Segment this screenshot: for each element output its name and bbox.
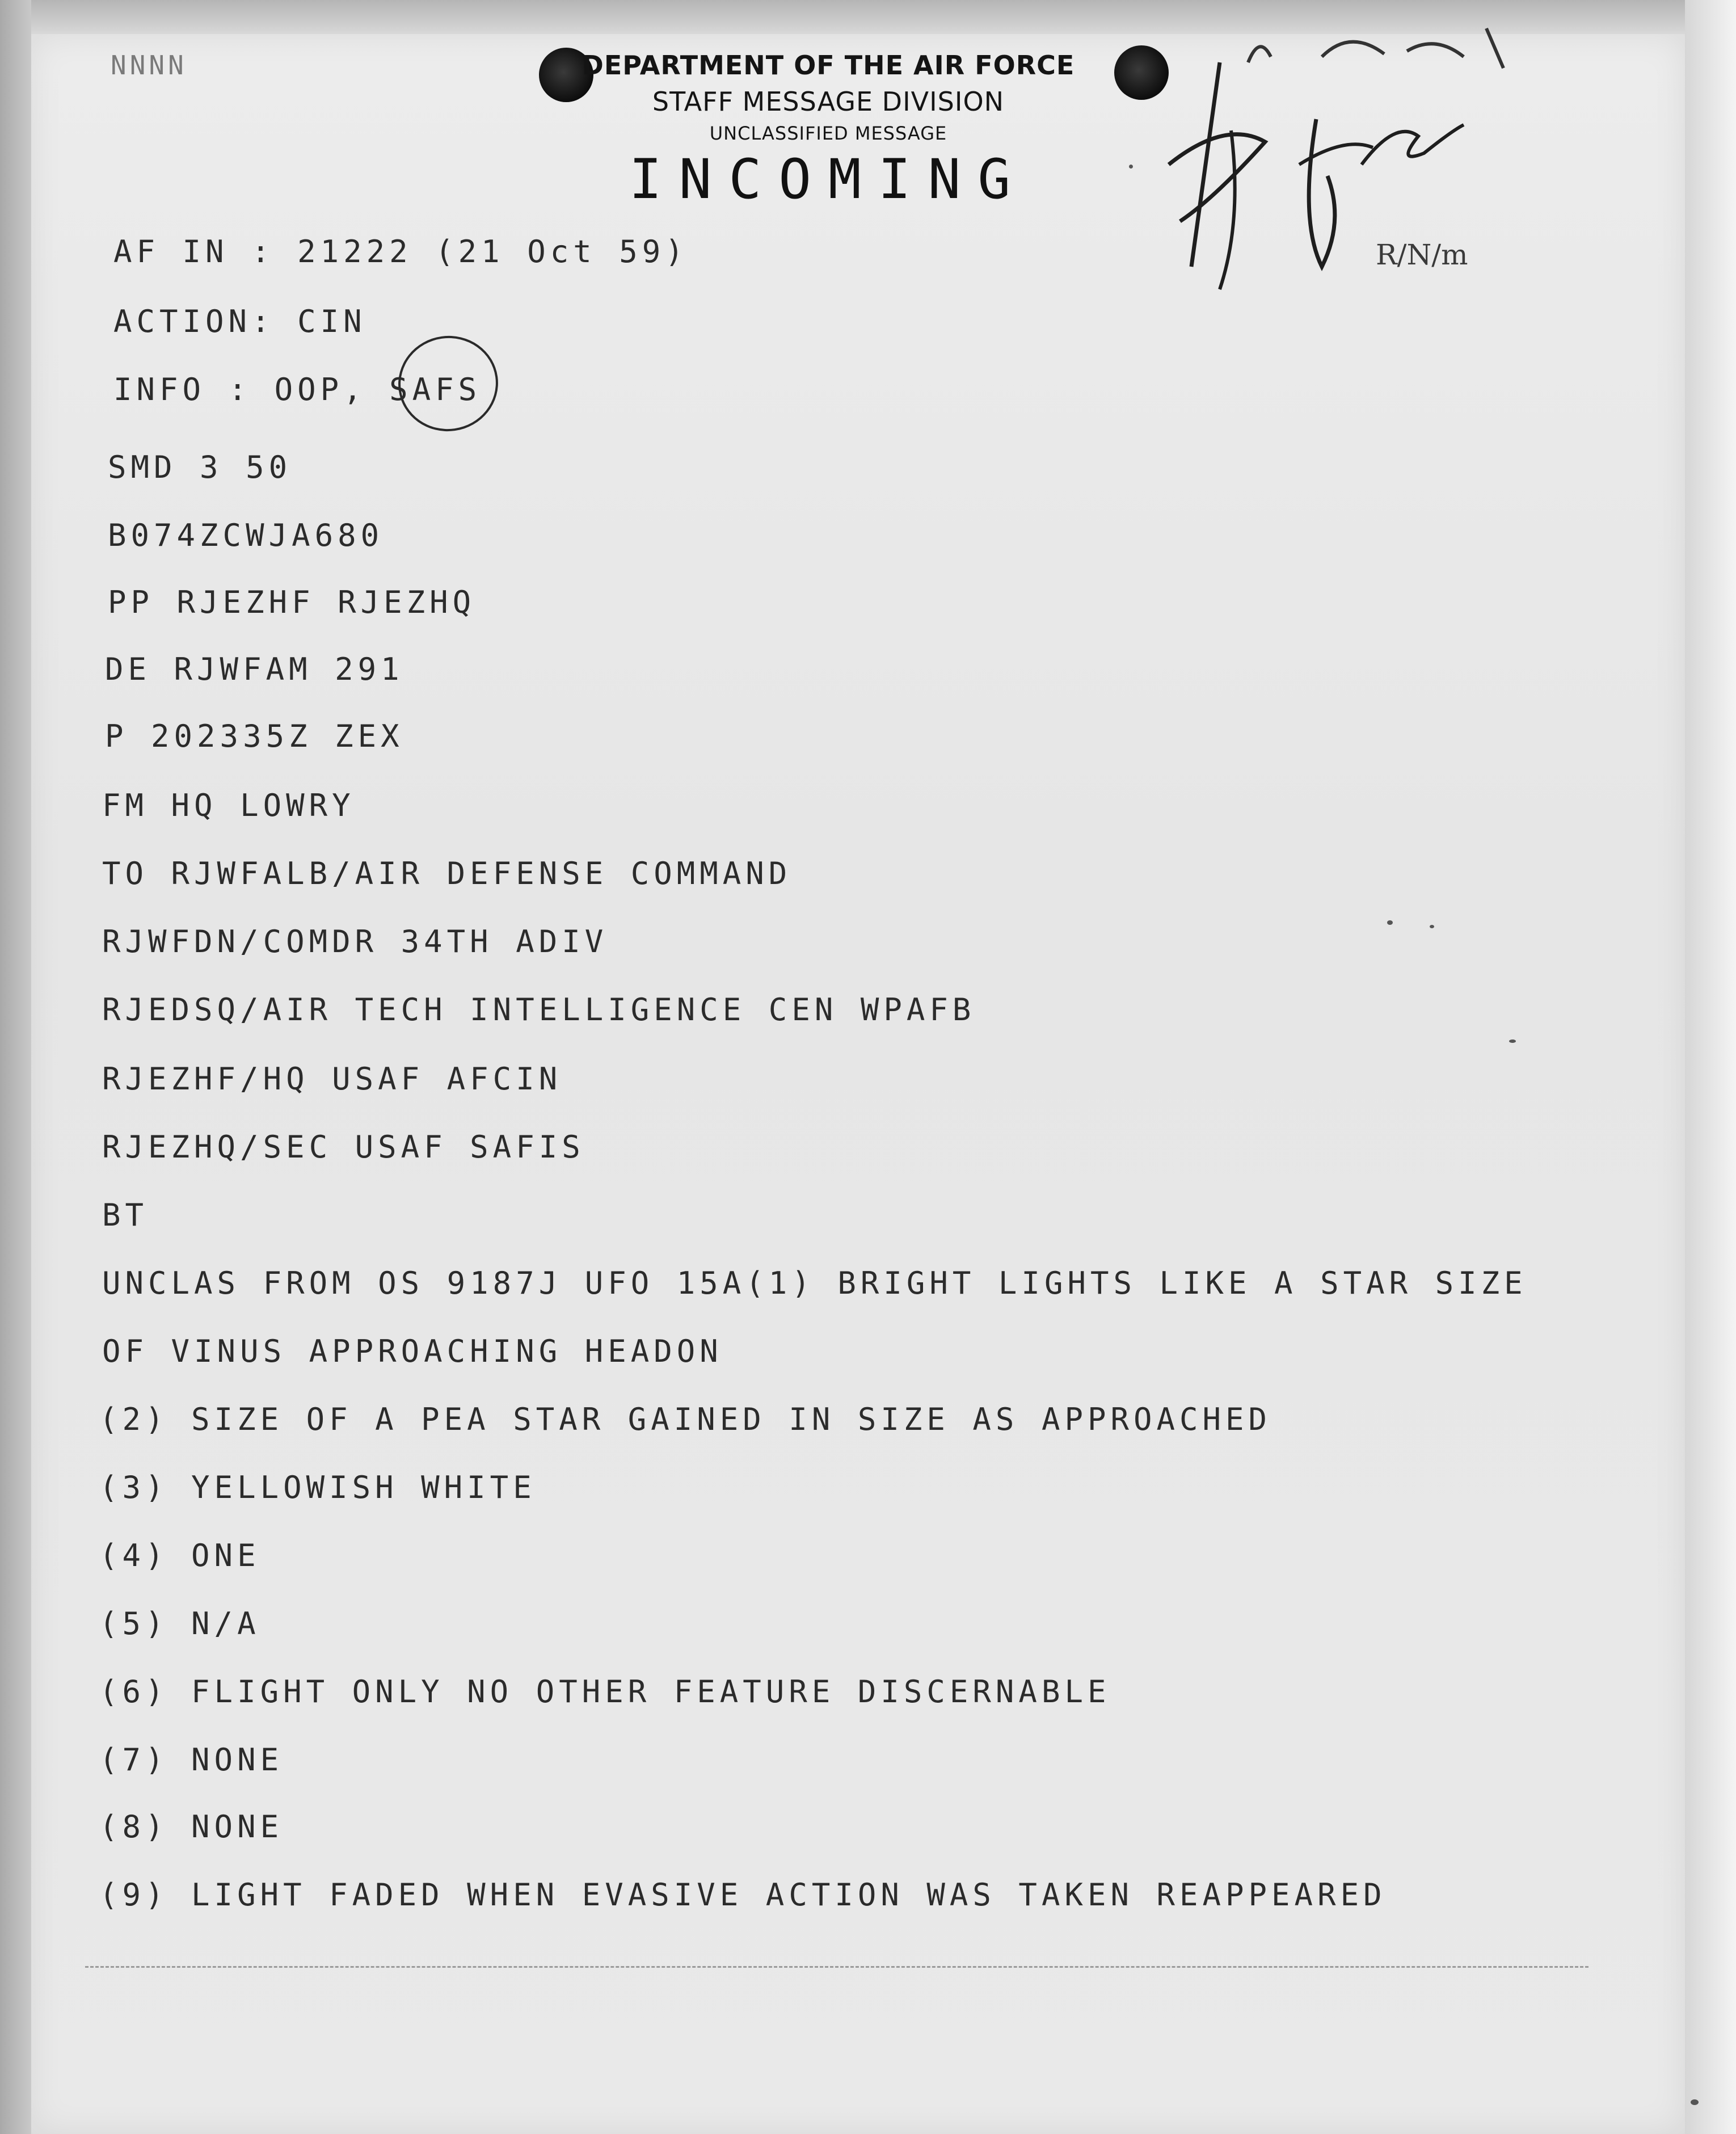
dtg-line: P 202335Z ZEX bbox=[105, 718, 404, 754]
classification-label: UNCLASSIFIED MESSAGE bbox=[709, 123, 947, 144]
routing-mark: R/N/m bbox=[1376, 238, 1468, 271]
item-2-line: (2) SIZE OF A PEA STAR GAINED IN SIZE AS APPROACHED bbox=[99, 1401, 1272, 1437]
item-8-line: (8) NONE bbox=[99, 1809, 284, 1845]
body-line-2: OF VINUS APPROACHING HEADON bbox=[102, 1333, 723, 1369]
precedence-line: PP RJEZHF RJEZHQ bbox=[108, 584, 476, 620]
scan-left-edge bbox=[0, 0, 31, 2134]
item-6-line: (6) FLIGHT ONLY NO OTHER FEATURE DISCERNABLE bbox=[99, 1674, 1111, 1710]
letterhead bbox=[567, 45, 1089, 216]
item-3-line: (3) YELLOWISH WHITE bbox=[99, 1470, 536, 1505]
to-line-3: RJEDSQ/AIR TECH INTELLIGENCE CEN WPAFB bbox=[102, 992, 976, 1028]
department-title: DEPARTMENT OF THE AIR FORCE bbox=[582, 50, 1075, 81]
body-line-1: UNCLAS FROM OS 9187J UFO 15A(1) BRIGHT LIGHTS LIKE A STAR SIZE bbox=[102, 1265, 1527, 1301]
division-title: STAFF MESSAGE DIVISION bbox=[652, 86, 1005, 117]
scan-speck bbox=[1509, 1039, 1516, 1043]
scan-speck bbox=[1387, 920, 1393, 925]
message-direction: INCOMING bbox=[629, 148, 1028, 211]
handwritten-initials bbox=[1157, 51, 1475, 312]
af-in-line: AF IN : 21222 (21 Oct 59) bbox=[113, 234, 688, 270]
message-id-line: B074ZCWJA680 bbox=[108, 517, 384, 553]
item-9-line: (9) LIGHT FADED WHEN EVASIVE ACTION WAS TAKEN REAPPEARED bbox=[99, 1877, 1387, 1913]
smd-line: SMD 3 50 bbox=[108, 449, 292, 485]
info-line: INFO : OOP, SAFS bbox=[113, 372, 482, 407]
corner-tag: NNNN bbox=[111, 50, 187, 81]
to-line-2: RJWFDN/COMDR 34TH ADIV bbox=[102, 924, 608, 959]
scan-right-edge bbox=[1685, 0, 1736, 2134]
break-line: BT bbox=[102, 1197, 149, 1233]
from-line: FM HQ LOWRY bbox=[102, 788, 355, 823]
to-line-1: TO RJWFALB/AIR DEFENSE COMMAND bbox=[102, 856, 792, 891]
tear-line bbox=[85, 1966, 1588, 1968]
originator-line: DE RJWFAM 291 bbox=[105, 651, 404, 687]
scan-speck bbox=[1691, 2099, 1699, 2105]
scan-speck bbox=[1430, 925, 1434, 928]
to-line-4: RJEZHF/HQ USAF AFCIN bbox=[102, 1061, 562, 1097]
scan-speck bbox=[1129, 165, 1133, 169]
item-7-line: (7) NONE bbox=[99, 1742, 284, 1778]
action-line: ACTION: CIN bbox=[113, 304, 366, 339]
item-5-line: (5) N/A bbox=[99, 1606, 260, 1641]
item-4-line: (4) ONE bbox=[99, 1538, 260, 1573]
to-line-5: RJEZHQ/SEC USAF SAFIS bbox=[102, 1129, 585, 1165]
